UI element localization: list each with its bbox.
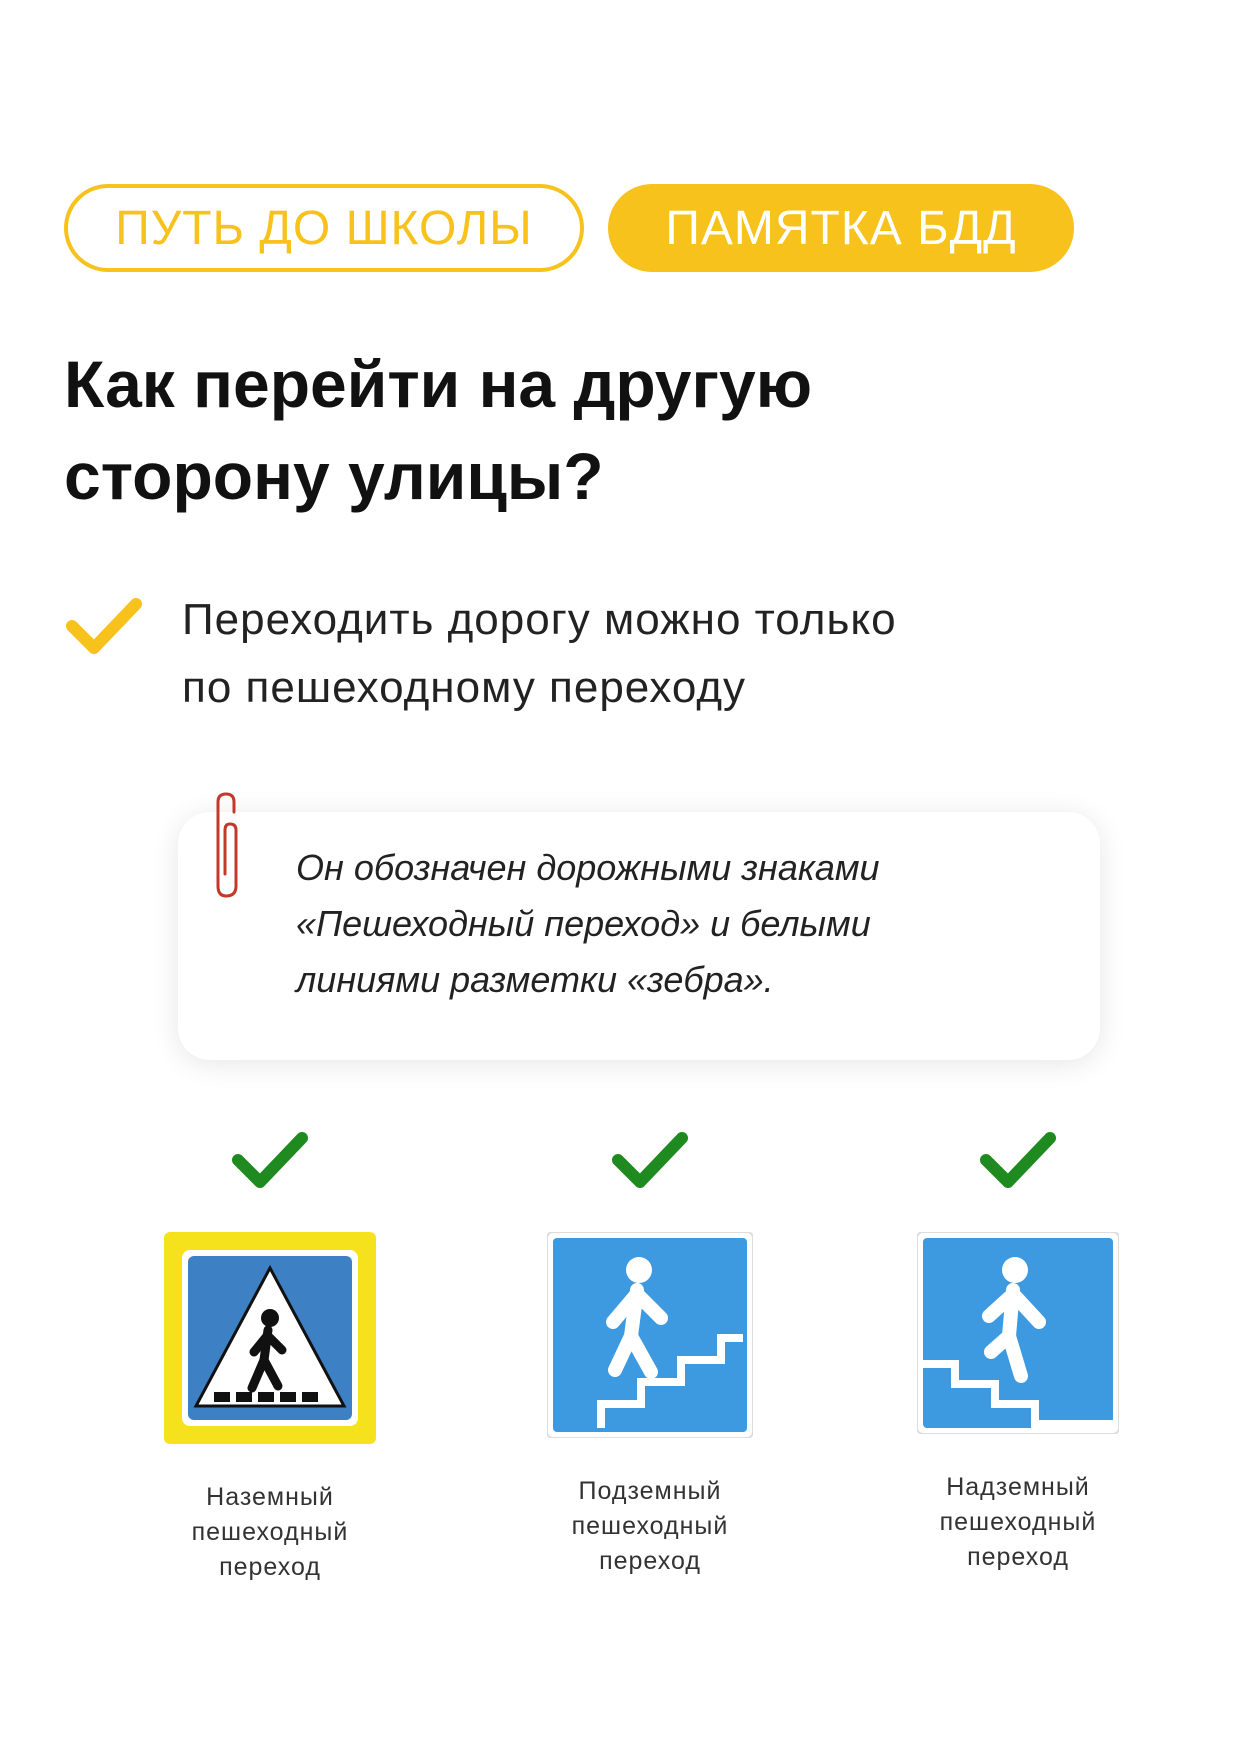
sign-underground-crossing bbox=[520, 1130, 780, 1579]
overhead-crossing-sign-icon bbox=[917, 1232, 1119, 1434]
sign-caption-line-3: переход bbox=[219, 1553, 321, 1581]
sign-caption-line-3: переход bbox=[967, 1543, 1069, 1571]
sign-caption-line-2: пешеходный bbox=[571, 1512, 729, 1540]
rule-text-line-2: по пешеходному переходу bbox=[182, 663, 746, 712]
note-text-line-3: линиями разметки «зебра». bbox=[296, 959, 774, 1000]
sign-overhead-crossing bbox=[888, 1130, 1148, 1575]
paperclip-icon bbox=[206, 790, 246, 902]
sign-caption bbox=[888, 1470, 1148, 1575]
rule-text-line-1: Переходить дорогу можно только bbox=[182, 595, 897, 644]
page-title bbox=[64, 338, 1164, 522]
yellow-checkmark-icon bbox=[66, 596, 142, 656]
note-text-line-1: Он обозначен дорожными знаками bbox=[296, 847, 880, 888]
green-checkmark-icon bbox=[232, 1130, 308, 1190]
sign-ground-crossing bbox=[140, 1130, 400, 1585]
pedestrian-crossing-sign-icon bbox=[164, 1232, 376, 1444]
underground-crossing-sign-icon bbox=[547, 1232, 753, 1438]
tab-traffic-rules-memo[interactable] bbox=[608, 184, 1074, 272]
page-title-line-1: Как перейти на другую bbox=[64, 347, 813, 421]
tab-traffic-rules-memo-label: ПАМЯТКА БДД bbox=[665, 201, 1017, 255]
sign-caption bbox=[140, 1480, 400, 1585]
note-text bbox=[296, 840, 1076, 1008]
sign-caption-line-2: пешеходный bbox=[939, 1508, 1097, 1536]
green-checkmark-icon bbox=[980, 1130, 1056, 1190]
sign-caption bbox=[520, 1474, 780, 1579]
green-checkmark-icon bbox=[612, 1130, 688, 1190]
sign-caption-line-1: Подземный bbox=[578, 1477, 722, 1505]
rule-text bbox=[182, 586, 1082, 722]
sign-caption-line-1: Наземный bbox=[206, 1483, 334, 1511]
page-title-line-2: сторону улицы? bbox=[64, 439, 604, 513]
sign-caption-line-1: Надземный bbox=[946, 1473, 1090, 1501]
tab-path-to-school[interactable] bbox=[64, 184, 584, 272]
sign-caption-line-3: переход bbox=[599, 1547, 701, 1575]
sign-caption-line-2: пешеходный bbox=[191, 1518, 349, 1546]
note-text-line-2: «Пешеходный переход» и белыми bbox=[296, 903, 871, 944]
tab-path-to-school-label: ПУТЬ ДО ШКОЛЫ bbox=[115, 201, 533, 255]
